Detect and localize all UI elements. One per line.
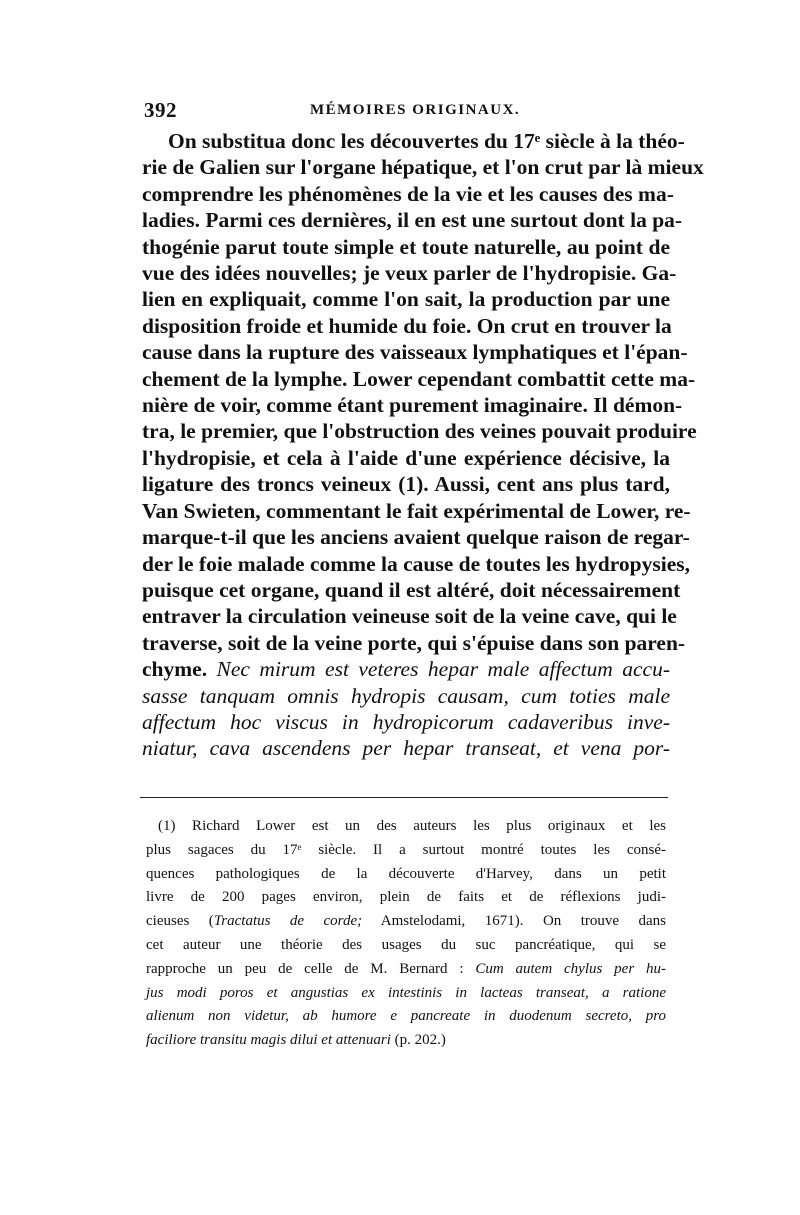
- text-line: rie de Galien sur l'organe hépatique, et l'on crut par là mieux: [142, 155, 704, 180]
- footnote-latin-line: alienum non videtur, ab humore e pancreate in duodenum secreto, pro: [146, 1008, 666, 1025]
- text-line: traverse, soit de la veine porte, qui s'épuise dans son paren-: [142, 630, 686, 655]
- footnote-line: quences pathologiques de la découverte d'Harvey, dans un petit: [146, 865, 666, 882]
- latin-quote-line: sasse tanquam omnis hydropis causam, cum toties male: [142, 683, 670, 708]
- latin-quote: Cum autem chylus per hu-: [475, 960, 666, 977]
- text-line: lien en expliquait, comme l'on sait, la production par une: [142, 287, 670, 312]
- footnote-line: plus sagaces du 17ᵉ siècle. Il a surtout montré toutes les consé-: [146, 841, 666, 858]
- footnote-line: (1) Richard Lower est un des auteurs les plus originaux et les: [158, 818, 666, 834]
- footnote-line-mixed: [146, 1029, 666, 1053]
- text-line: marque-t-il que les anciens avaient quelque raison de regar-: [142, 525, 690, 550]
- latin-quote: faciliore transitu magis dilui et attenuari: [146, 1032, 391, 1049]
- text-line: der le foie malade comme la cause de toutes les hydropysies,: [142, 551, 690, 576]
- page-header: [140, 98, 680, 128]
- latin-quote-line: niatur, cava ascendens per hepar transeat, et vena por-: [142, 736, 670, 761]
- text-line: ladies. Parmi ces dernières, il en est une surtout dont la pa-: [142, 208, 683, 233]
- text-line: tra, le premier, que l'obstruction des veines pouvait produire: [142, 419, 697, 444]
- footnote-divider: [140, 797, 668, 798]
- text-line: On substitua donc les découvertes du 17ᵉ siècle à la théo-: [168, 129, 685, 153]
- footnote-line-mixed: [146, 958, 666, 982]
- footnote-line: cet auteur une théorie des usages du suc pancréatique, qui se: [146, 936, 666, 953]
- text-line: puisque cet organe, quand il est altéré, doit nécessairement: [142, 577, 681, 602]
- text-line: entraver la circulation veineuse soit de la veine cave, qui le: [142, 604, 677, 629]
- text-line: comprendre les phénomènes de la vie et les causes des ma-: [142, 181, 674, 206]
- page-number: 392: [144, 98, 177, 122]
- text-segment: cieuses (: [146, 913, 214, 930]
- text-line: Van Swieten, commentant le fait expérimental de Lower, re-: [142, 498, 691, 523]
- text-line: chement de la lymphe. Lower cependant combattit cette ma-: [142, 366, 696, 391]
- text-segment: chyme.: [142, 657, 208, 682]
- footnote-line: livre de 200 pages environ, plein de faits et de réflexions judi-: [146, 889, 666, 906]
- text-line: nière de voir, comme étant purement imaginaire. Il démon-: [142, 393, 683, 418]
- main-text: [142, 128, 704, 762]
- footnote-line-mixed: [146, 910, 666, 934]
- text-line-mixed: [142, 656, 670, 682]
- text-segment: rapproche un peu de celle de M. Bernard :: [146, 960, 476, 977]
- text-line: cause dans la rupture des vaisseaux lymphatiques et l'épan-: [142, 340, 688, 365]
- running-title: MÉMOIRES ORIGINAUX.: [310, 102, 521, 118]
- page-reference: (p. 202.): [390, 1032, 446, 1049]
- book-title: Tractatus de corde;: [213, 913, 363, 930]
- latin-quote-line: affectum hoc viscus in hydropicorum cadaveribus inve-: [142, 709, 670, 734]
- text-line: thogénie parut toute simple et toute naturelle, au point de: [142, 234, 670, 259]
- text-line: ligature des troncs veineux (1). Aussi, cent ans plus tard,: [142, 472, 670, 497]
- latin-quote: Nec mirum est veteres hepar male affectum accu-: [216, 657, 671, 682]
- text-line: disposition froide et humide du foie. On crut en trouver la: [142, 313, 672, 338]
- footnote-latin-line: jus modi poros et angustias ex intestinis in lacteas transeat, a ratione: [146, 984, 666, 1001]
- text-segment: Amstelodami, 1671). On trouve dans: [362, 913, 667, 930]
- text-line: vue des idées nouvelles; je veux parler de l'hydropisie. Ga-: [142, 261, 677, 286]
- footnote: [146, 815, 666, 1053]
- text-line: l'hydropisie, et cela à l'aide d'une expérience décisive, la: [142, 445, 670, 470]
